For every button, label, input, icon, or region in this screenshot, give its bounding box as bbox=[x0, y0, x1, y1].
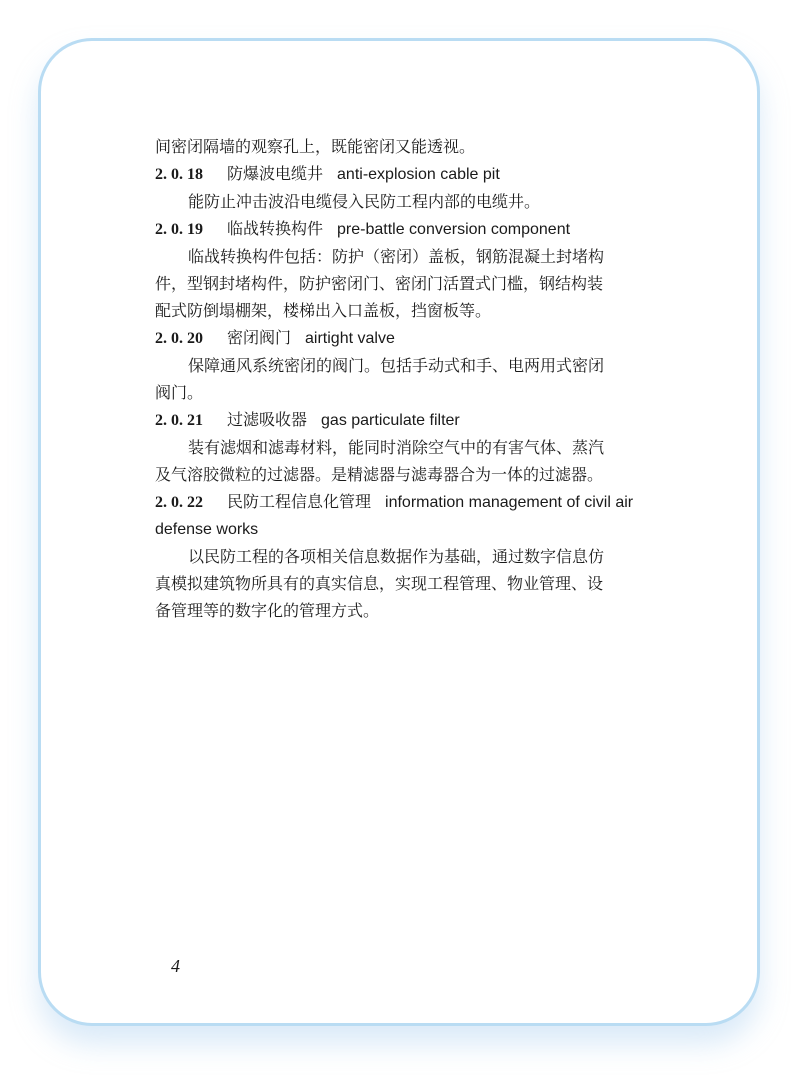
page-number: 4 bbox=[171, 956, 180, 976]
term-entry-2-0-19 bbox=[155, 215, 660, 243]
term-english-continued: defense works bbox=[155, 521, 259, 538]
term-chinese: 过滤吸收器 bbox=[227, 410, 308, 429]
term-english: gas particulate filter bbox=[321, 412, 460, 429]
term-entry-2-0-20 bbox=[155, 324, 660, 352]
term-number: 2. 0. 21 bbox=[155, 412, 203, 429]
term-number: 2. 0. 18 bbox=[155, 166, 203, 183]
term-english: information management of civil air bbox=[385, 494, 634, 511]
paragraph-line: 间密闭隔墙的观察孔上，既能密闭又能透视。 bbox=[155, 137, 476, 156]
paragraph-line: 配式防倒塌棚架，楼梯出入口盖板，挡窗板等。 bbox=[155, 301, 492, 320]
paragraph-line: 真模拟建筑物所具有的真实信息，实现工程管理、物业管理、设 bbox=[155, 574, 604, 593]
term-number: 2. 0. 20 bbox=[155, 330, 203, 347]
term-number: 2. 0. 22 bbox=[155, 494, 203, 511]
term-chinese: 民防工程信息化管理 bbox=[227, 492, 372, 511]
term-english: anti-explosion cable pit bbox=[337, 166, 500, 183]
term-number: 2. 0. 19 bbox=[155, 221, 203, 238]
term-english: airtight valve bbox=[305, 330, 395, 347]
term-entry-2-0-18 bbox=[155, 160, 660, 188]
paragraph-line: 及气溶胶微粒的过滤器。是精滤器与滤毒器合为一体的过滤器。 bbox=[155, 465, 604, 484]
term-english: pre-battle conversion component bbox=[337, 221, 571, 238]
paragraph-line: 保障通风系统密闭的阀门。包括手动式和手、电两用式密闭 bbox=[188, 356, 605, 375]
paragraph-line: 备管理等的数字化的管理方式。 bbox=[155, 601, 380, 620]
paragraph-line: 件，型钢封堵构件，防护密闭门、密闭门活置式门槛，钢结构装 bbox=[155, 274, 604, 293]
term-chinese: 临战转换构件 bbox=[227, 219, 324, 238]
paragraph-line: 装有滤烟和滤毒材料，能同时消除空气中的有害气体、蒸汽 bbox=[188, 438, 605, 457]
paragraph-line: 临战转换构件包括：防护（密闭）盖板，钢筋混凝土封堵构 bbox=[188, 247, 605, 266]
document-body bbox=[155, 133, 660, 624]
term-entry-2-0-21 bbox=[155, 406, 660, 434]
paragraph-line: 以民防工程的各项相关信息数据作为基础，通过数字信息仿 bbox=[188, 547, 605, 566]
paragraph-line: 阀门。 bbox=[155, 383, 204, 402]
paragraph-line: 能防止冲击波沿电缆侵入民防工程内部的电缆井。 bbox=[188, 192, 541, 211]
term-entry-2-0-22 bbox=[155, 488, 660, 516]
term-chinese: 密闭阀门 bbox=[227, 328, 292, 347]
term-chinese: 防爆波电缆井 bbox=[227, 164, 324, 183]
